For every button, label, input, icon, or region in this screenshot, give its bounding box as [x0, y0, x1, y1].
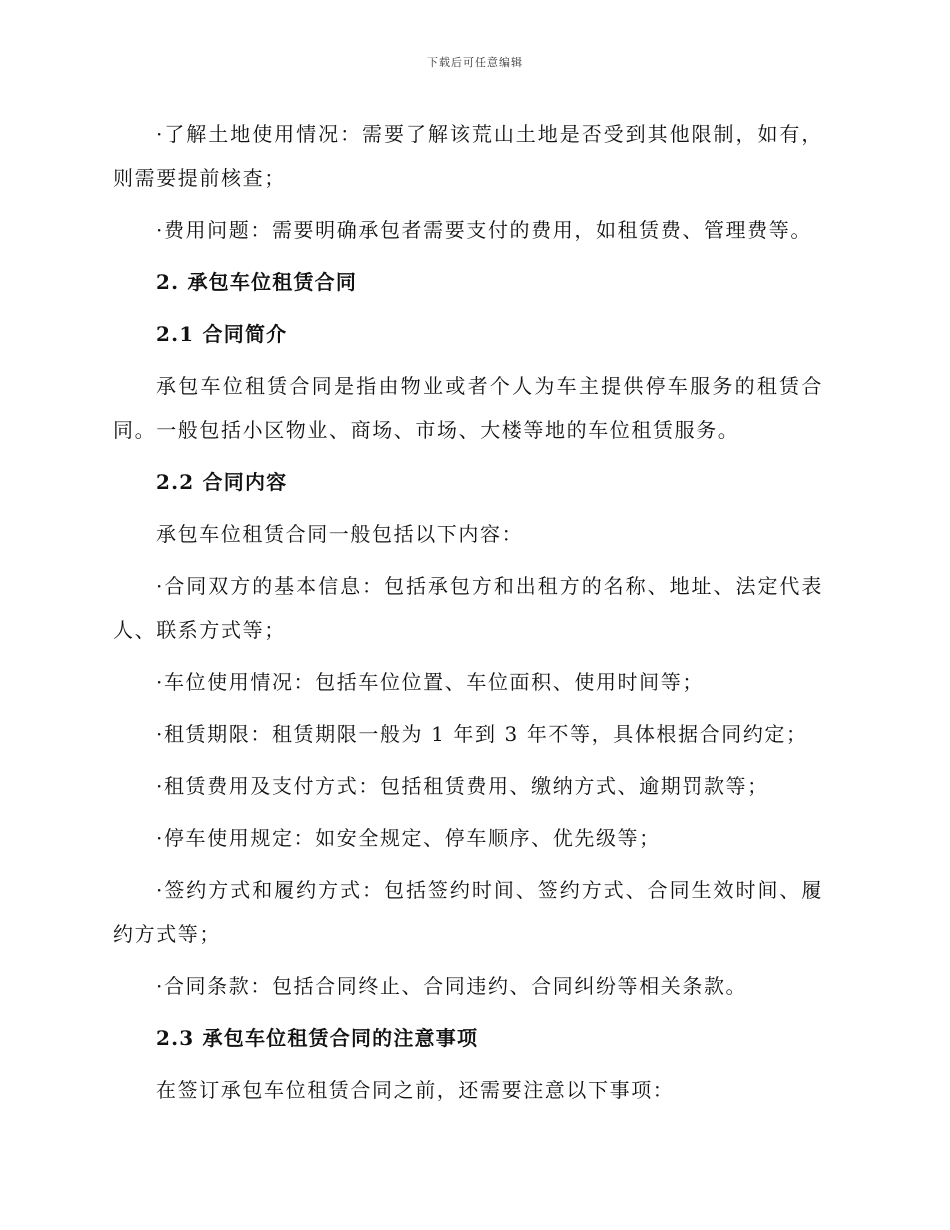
- page-header-note: 下载后可任意编辑: [427, 56, 523, 69]
- paragraph-fees: ·费用问题：需要明确承包者需要支付的费用，如租赁费、管理费等。: [156, 218, 812, 242]
- paragraph-party-info: ·合同双方的基本信息：包括承包方和出租方的名称、地址、法定代表人、联系方式等；: [113, 574, 823, 642]
- paragraph-signing: ·签约方式和履约方式：包括签约时间、签约方式、合同生效时间、履约方式等；: [113, 878, 823, 946]
- paragraph-land-use: ·了解土地使用情况：需要了解该荒山土地是否受到其他限制，如有，则需要提前核查；: [113, 122, 823, 190]
- heading-section-2: 2. 承包车位租赁合同: [156, 270, 358, 294]
- document-body: [113, 112, 823, 1120]
- paragraph-notes-lead: 在签订承包车位租赁合同之前，还需要注意以下事项：: [156, 1078, 675, 1102]
- paragraph-space-usage: ·车位使用情况：包括车位位置、车位面积、使用时间等；: [156, 670, 704, 694]
- paragraph-parking-rules: ·停车使用规定：如安全规定、停车顺序、优先级等；: [156, 826, 661, 850]
- heading-2-1: 2.1 合同简介: [156, 322, 288, 346]
- paragraph-lease-term: ·租赁期限：租赁期限一般为 1 年到 3 年不等，具体根据合同约定；: [156, 722, 808, 746]
- paragraph-terms: ·合同条款：包括合同终止、合同违约、合同纠纷等相关条款。: [156, 974, 748, 998]
- heading-2-2: 2.2 合同内容: [156, 470, 288, 494]
- paragraph-content-lead: 承包车位租赁合同一般包括以下内容：: [156, 522, 524, 546]
- paragraph-lease-fees: ·租赁费用及支付方式：包括租赁费用、缴纳方式、逾期罚款等；: [156, 774, 769, 798]
- heading-2-3: 2.3 承包车位租赁合同的注意事项: [156, 1026, 479, 1050]
- paragraph-contract-intro: 承包车位租赁合同是指由物业或者个人为车主提供停车服务的租赁合同。一般包括小区物业、商场、市场、大楼等地的车位租赁服务。: [113, 374, 823, 442]
